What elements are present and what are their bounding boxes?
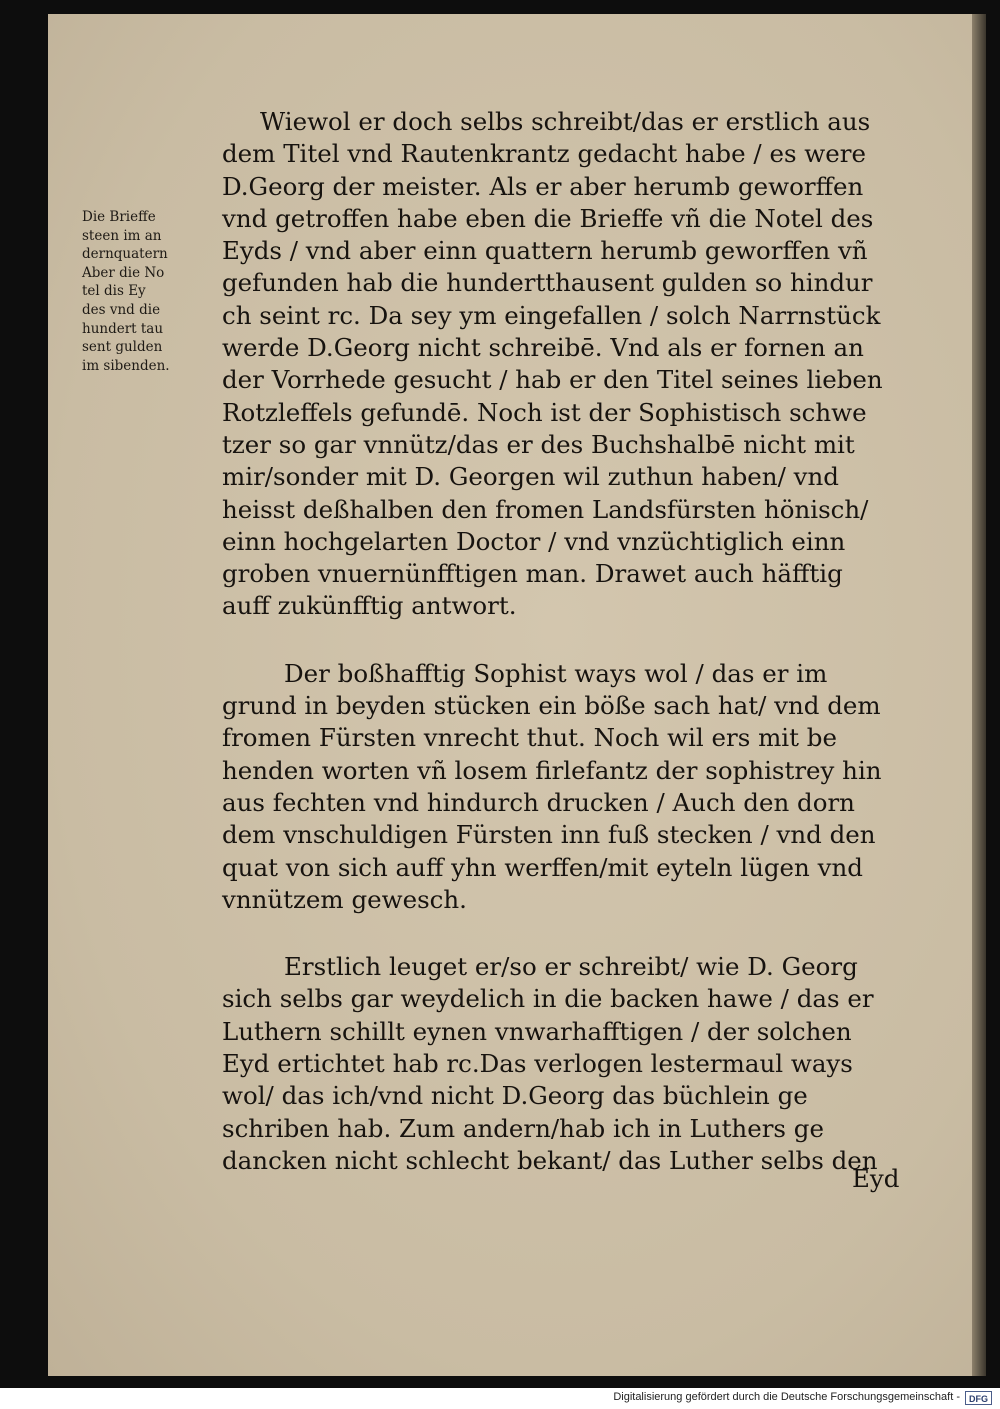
paragraph-2 (222, 658, 930, 916)
dfg-logo: DFG (965, 1391, 992, 1405)
text-line: vnnützem gewesch. (222, 884, 467, 914)
text-line: henden worten vñ losem firlefantz der sophistrey hin (222, 755, 882, 785)
paragraph-1 (222, 106, 930, 623)
text-line: dem Titel vnd Rautenkrantz gedacht habe / es were (222, 139, 866, 169)
text-line: wol/ das ich/vnd nicht D.Georg das büchlein ge (222, 1081, 808, 1111)
text-line: grund in beyden stücken ein böße sach hat/ vnd dem (222, 691, 881, 721)
text-line: D.Georg der meister. Als er aber herumb geworffen (222, 171, 864, 201)
marginal-line: im sibenden. (82, 357, 170, 374)
marginal-line: tel dis Ey (82, 283, 146, 300)
text-line: Erstlich leuget er/so er schreibt/ wie D. Georg (284, 952, 858, 982)
marginal-line: Aber die No (82, 264, 165, 281)
paragraph-3 (222, 951, 930, 1177)
text-line: tzer so gar vnnütz/das er des Buchshalbē nicht mit (222, 429, 855, 459)
text-line: sich selbs gar weydelich in die backen hawe / das er (222, 984, 874, 1014)
text-line: auff zukünfftig antwort. (222, 591, 517, 621)
text-line: dancken nicht schlecht bekant/ das Luther selbs den (222, 1145, 878, 1175)
marginal-note (82, 208, 212, 375)
marginal-line: hundert tau (82, 320, 164, 337)
text-line: aus fechten vnd hindurch drucken / Auch den dorn (222, 787, 855, 817)
text-line: einn hochgelarten Doctor / vnd vnzüchtiglich einn (222, 526, 846, 556)
text-line: Eyds / vnd aber einn quattern herumb geworffen vñ (222, 236, 868, 266)
marginal-line: Die Brieffe (82, 209, 156, 225)
text-line: der Vorrhede gesucht / hab er den Titel seines lieben (222, 365, 883, 395)
text-line: ch seint rc. Da sey ym eingefallen / solch Narrnstück (222, 300, 881, 330)
footer-bar (0, 1388, 1000, 1409)
marginal-line: sent gulden (82, 339, 163, 356)
text-line: Wiewol er doch selbs schreibt/das er erstlich aus (260, 107, 871, 136)
text-line: Eyd ertichtet hab rc.Das verlogen lestermaul ways (222, 1049, 853, 1079)
marginal-line: dernquatern (82, 246, 168, 263)
text-line: schriben hab. Zum andern/hab ich in Luthers ge (222, 1113, 824, 1143)
text-line: werde D.Georg nicht schreibē. Vnd als er fornen an (222, 333, 864, 363)
paragraph-gap (222, 916, 930, 951)
page-gutter (972, 14, 986, 1376)
text-line: mir/sonder mit D. Georgen wil zuthun haben/ vnd (222, 462, 839, 492)
text-line: fromen Fürsten vnrecht thut. Noch wil ers mit be (222, 723, 837, 753)
text-line: gefunden hab die hundertthausent gulden so hindur (222, 268, 873, 298)
text-line: dem vnschuldigen Fürsten inn fuß stecken / vnd den (222, 820, 876, 850)
marginal-line: steen im an (82, 227, 162, 244)
text-line: groben vnuernünfftigen man. Drawet auch häfftig (222, 559, 843, 589)
text-line: Der boßhafftig Sophist ways wol / das er im (284, 658, 828, 688)
text-line: heisst deßhalben den fromen Landsfürsten hönisch/ (222, 494, 869, 524)
catchword: Eyd (852, 1164, 900, 1193)
body-text (222, 106, 930, 1177)
text-line: vnd getroffen habe eben die Brieffe vñ die Notel des (222, 203, 874, 233)
text-line: Rotzleffels gefundē. Noch ist der Sophistisch schwe (222, 397, 867, 427)
text-line: quat von sich auff yhn werffen/mit eyteln lügen vnd (222, 852, 863, 882)
funding-credit: Digitalisierung gefördert durch die Deutsche Forschungsgemeinschaft - (613, 1391, 960, 1403)
marginal-line: des vnd die (82, 301, 161, 318)
text-line: Luthern schillt eynen vnwarhafftigen / der solchen (222, 1016, 852, 1046)
paragraph-gap (222, 623, 930, 658)
